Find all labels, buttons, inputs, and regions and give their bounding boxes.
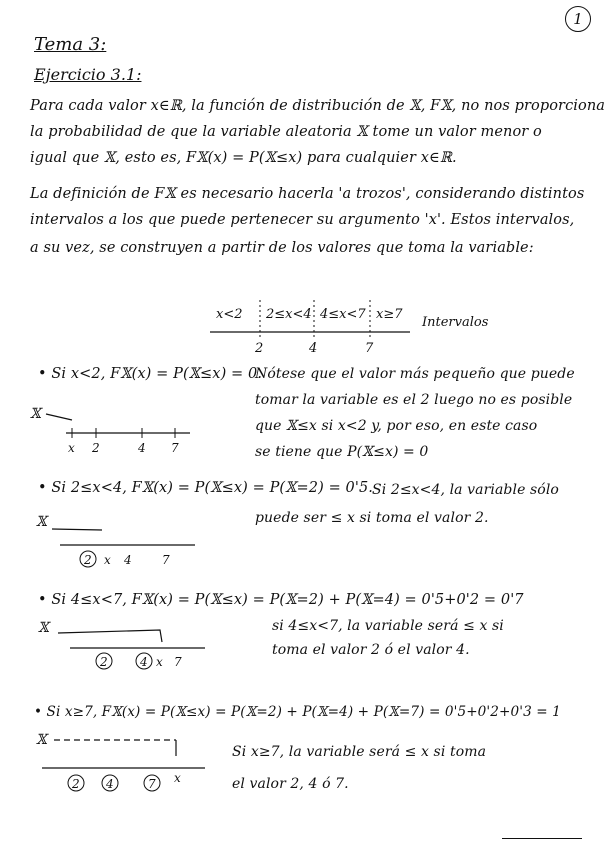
case-1-note-2: tomar la variable es el 2 luego no es posible: [255, 392, 573, 408]
case-3-formula: • Si 4≤x<7, F𝕏(x) = P(𝕏≤x) = P(𝕏=2) + P(𝕏=4) = 0'5+0'2 = 0'7: [38, 592, 524, 608]
definition-line-3: a su vez, se construyen a partir de los valores que toma la variable:: [30, 240, 534, 256]
var-label: 𝕏: [38, 620, 49, 636]
var-label: 𝕏: [36, 514, 47, 530]
definition-line-2: intervalos a los que puede pertenecer su argumento 'x'. Estos intervalos,: [30, 212, 575, 228]
axis-label: 2: [92, 441, 100, 455]
footer-rule: [502, 838, 582, 839]
intro-line-2: la probabilidad de que la variable aleatoria 𝕏 tome un valor menor o: [30, 124, 542, 140]
axis-label: x: [104, 553, 111, 567]
axis-label: 7: [148, 777, 156, 791]
case-2-note-1: puede ser ≤ x si toma el valor 2.: [255, 510, 489, 526]
interval-label: 4≤x<7: [320, 307, 366, 322]
axis-label: 7: [171, 441, 179, 455]
case-1-note-4: se tiene que P(𝕏≤x) = 0: [255, 444, 429, 460]
tick-label: 4: [309, 341, 318, 356]
case-4-note-1: Si x≥7, la variable será ≤ x si toma: [232, 744, 487, 760]
case-4-note-2: el valor 2, 4 ó 7.: [232, 776, 349, 792]
interval-label: x≥7: [376, 307, 403, 322]
page-number: 1: [565, 6, 591, 32]
interval-label: 2≤x<4: [266, 307, 312, 322]
axis-label: 7: [174, 655, 182, 669]
axis-label: 2: [100, 655, 108, 669]
axis-label: x: [68, 441, 75, 455]
intro-line-3: igual que 𝕏, esto es, F𝕏(x) = P(𝕏≤x) para cualquier x∈ℝ.: [30, 150, 457, 166]
axis-label: 2: [72, 777, 80, 791]
axis-label: x: [156, 655, 163, 669]
tick-label: 2: [255, 341, 264, 356]
case-1-note-3: que 𝕏≤x si x<2 y, por eso, en este caso: [255, 418, 538, 434]
definition-line-1: La definición de F𝕏 es necesario hacerla 'a trozos', considerando distintos: [30, 186, 585, 202]
axis-label: 7: [162, 553, 170, 567]
axis-label: 2: [84, 553, 92, 567]
case-3-note-2: toma el valor 2 ó el valor 4.: [272, 642, 470, 658]
case-2-formula-tail: Si 2≤x<4, la variable sólo: [372, 482, 559, 498]
case-3-note-1: si 4≤x<7, la variable será ≤ x si: [272, 618, 504, 634]
interval-label: x<2: [216, 307, 243, 322]
case-2-formula: • Si 2≤x<4, F𝕏(x) = P(𝕏≤x) = P(𝕏=2) = 0'5.: [38, 480, 373, 496]
var-label: 𝕏: [30, 406, 41, 422]
exercise-heading: Ejercicio 3.1:: [34, 65, 142, 84]
intervals-caption: Intervalos: [422, 315, 489, 330]
axis-label: 4: [138, 441, 146, 455]
case-1-formula: • Si x<2, F𝕏(x) = P(𝕏≤x) = 0.: [38, 366, 263, 382]
axis-label: x: [174, 771, 181, 785]
intro-line-1: Para cada valor x∈ℝ, la función de distribución de 𝕏, F𝕏, no nos proporciona: [30, 98, 606, 114]
axis-label: 4: [124, 553, 132, 567]
axis-label: 4: [140, 655, 148, 669]
case-4-formula: • Si x≥7, F𝕏(x) = P(𝕏≤x) = P(𝕏=2) + P(𝕏=4) + P(𝕏=7) = 0'5+0'2+0'3 = 1: [34, 704, 561, 720]
var-label: 𝕏: [36, 732, 47, 748]
axis-label: 4: [106, 777, 114, 791]
case-1-note-1: Nótese que el valor más pequeño que puede: [255, 366, 575, 382]
page-title: Tema 3:: [34, 34, 107, 55]
tick-label: 7: [365, 341, 374, 356]
